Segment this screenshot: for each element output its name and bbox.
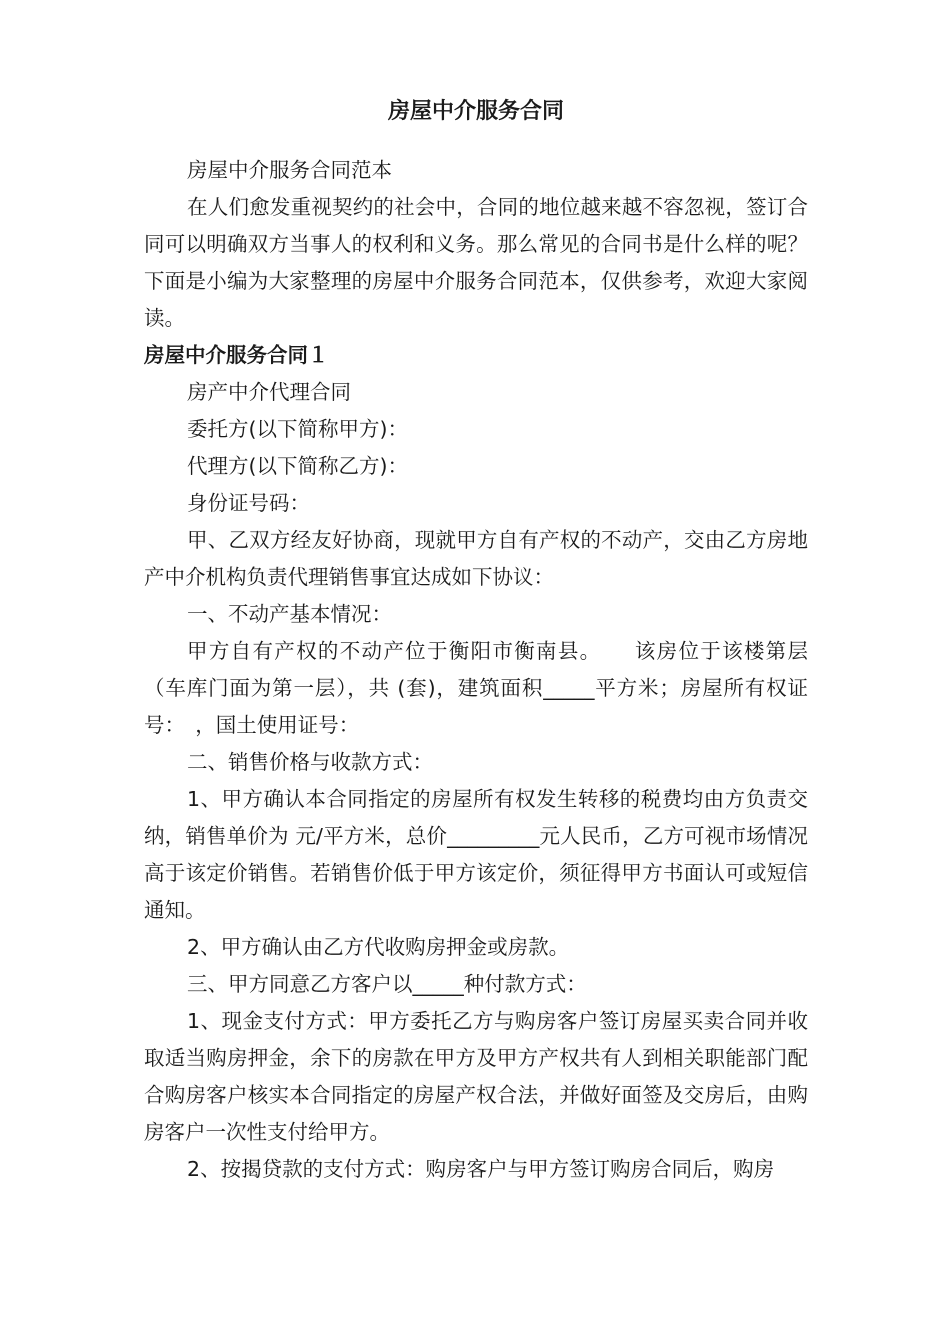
document-title: 房屋中介服务合同: [387, 99, 564, 124]
paragraph-id-number: 身份证号码：: [187, 491, 311, 515]
paragraph-price-clause: 1、甲方确认本合同指定的房屋所有权发生转移的税费均由方负责交纳，销售单价为 元/平方米，总价_________元人民币，乙方可视市场情况高于该定价销售。若销售价低于甲方该定价，须征得甲方书面认可或短信通知。: [144, 787, 808, 922]
paragraph-section-2-heading: 二、销售价格与收款方式：: [187, 750, 434, 774]
paragraph-mortgage-payment: 2、按揭贷款的支付方式：购房客户与甲方签订购房合同后，购房: [187, 1157, 775, 1181]
paragraph-agency-contract-title: 房产中介代理合同: [187, 380, 352, 404]
paragraph-property-details: 甲方自有产权的不动产位于衡阳市衡南县。 该房位于该楼第层（车库门面为第一层），共 (套)，建筑面积_____平方米；房屋所有权证号： ，国土使用证号：: [144, 639, 808, 737]
document-page: [144, 92, 808, 1188]
section-heading-contract-1: 房屋中介服务合同１: [144, 343, 329, 367]
paragraph-template-title: 房屋中介服务合同范本: [187, 158, 393, 182]
paragraph-deposit-clause: 2、甲方确认由乙方代收购房押金或房款。: [187, 935, 570, 959]
paragraph-party-b: 代理方(以下简称乙方)：: [187, 454, 409, 478]
paragraph-section-3-heading: 三、甲方同意乙方客户以_____种付款方式：: [187, 972, 587, 996]
paragraph-party-a: 委托方(以下简称甲方)：: [187, 417, 409, 441]
paragraph-cash-payment: 1、现金支付方式：甲方委托乙方与购房客户签订房屋买卖合同并收取适当购房押金，余下的房款在甲方及甲方产权共有人到相关职能部门配合购房客户核实本合同指定的房屋产权合法，并做好面签及交房后，由购房客户一次性支付给甲方。: [144, 1009, 808, 1144]
paragraph-agreement-preamble: 甲、乙双方经友好协商，现就甲方自有产权的不动产，交由乙方房地产中介机构负责代理销售事宜达成如下协议：: [144, 528, 808, 589]
paragraph-section-1-heading: 一、不动产基本情况：: [187, 602, 393, 626]
paragraph-intro: 在人们愈发重视契约的社会中，合同的地位越来越不容忽视，签订合同可以明确双方当事人的权利和义务。那么常见的合同书是什么样的呢？下面是小编为大家整理的房屋中介服务合同范本，仅供参考，欢迎大家阅读。: [144, 195, 808, 330]
